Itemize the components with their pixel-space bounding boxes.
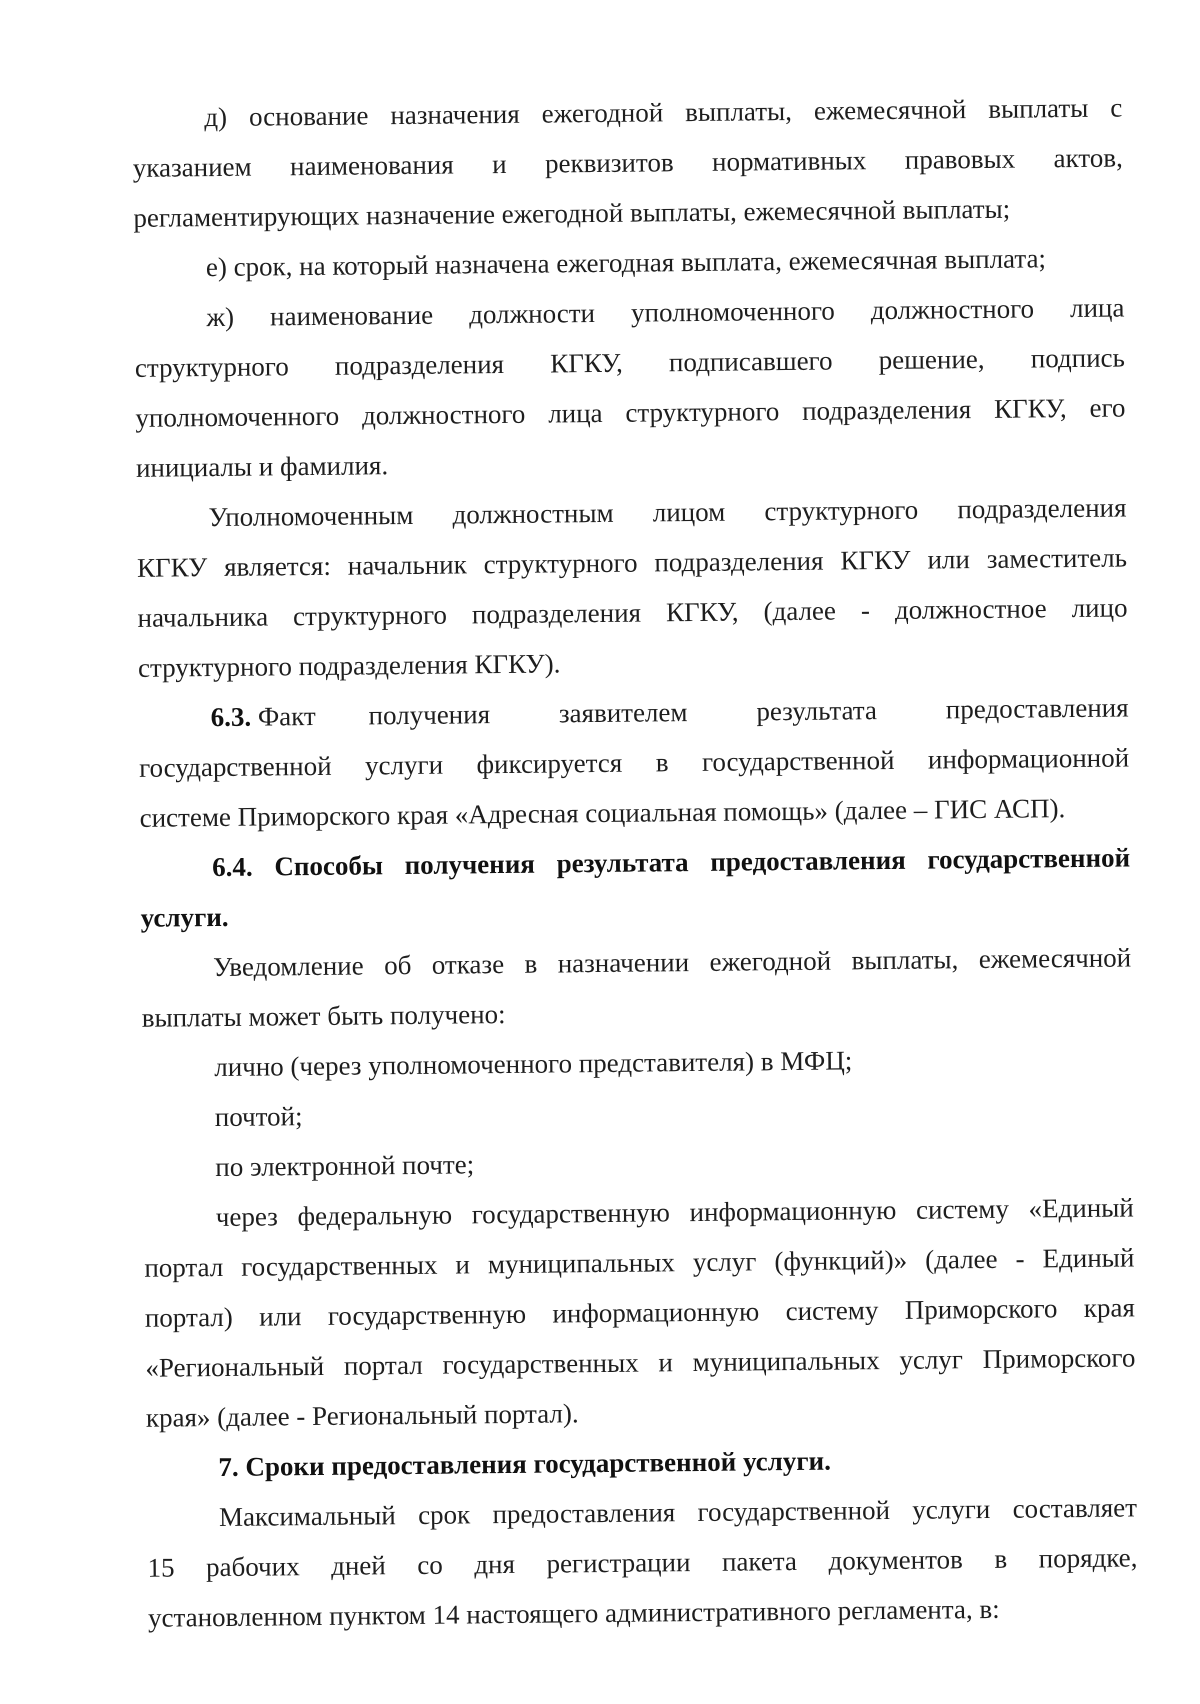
text-line: КГКУ является: начальник структурного подразделения КГКУ или заместитель — [136, 542, 1128, 583]
text-line: е) срок, на который назначена ежегодная выплата, ежемесячная выплата; — [205, 243, 1047, 283]
item-lead-word: Факт — [257, 700, 316, 732]
text-line: «Региональный портал государственных и муниципальных услуг Приморского — [145, 1342, 1136, 1383]
text-line: начальника структурного подразделения КГКУ, (далее - должностное лицо — [137, 592, 1128, 633]
text-line: д) основание назначения ежегодной выплаты, ежемесячной выплаты с — [204, 92, 1123, 133]
text-line: Максимальный срок предоставления государственной услуги составляет — [218, 1492, 1138, 1533]
list-item: лично (через уполномоченного представителя) в МФЦ; — [214, 1045, 853, 1083]
section-heading-continued: услуги. — [140, 901, 229, 933]
text-line: уполномоченного должностного лица структурного подразделения КГКУ, его — [135, 392, 1126, 433]
text-line: указанием наименования и реквизитов нормативных правовых актов, — [132, 142, 1123, 183]
item-number: 6.3. — [210, 701, 252, 733]
text-line: Уполномоченным должностным лицом структурного подразделения — [208, 492, 1127, 533]
text-line: структурного подразделения КГКУ, подписавшего решение, подпись — [134, 342, 1126, 383]
section-heading: 6.4. Способы получения результата предоставления государственной — [212, 842, 1131, 883]
text-line: регламентирующих назначение ежегодной выплаты, ежемесячной выплаты; — [133, 193, 1011, 233]
text-line: края» (далее - Региональный портал). — [145, 1398, 579, 1433]
text-line: 15 рабочих дней со дня регистрации пакета документов в порядке, — [147, 1542, 1138, 1583]
item-6-3-lead — [210, 700, 316, 733]
list-item: через федеральную государственную информационную систему «Единый — [215, 1192, 1134, 1233]
text-line: Уведомление об отказе в назначении ежегодной выплаты, ежемесячной — [213, 942, 1132, 983]
text-line: инициалы и фамилия. — [135, 450, 389, 483]
text-line: системе Приморского края «Адресная социальная помощь» (далее – ГИС АСП). — [139, 793, 1066, 833]
list-item: по электронной почте; — [215, 1149, 475, 1183]
text-line: структурного подразделения КГКУ). — [137, 648, 561, 683]
list-item: почтой; — [214, 1101, 303, 1133]
text-line: портал государственных и муниципальных услуг (функций)» (далее - Единый — [144, 1242, 1135, 1283]
text-line: ж) наименование должности уполномоченного должностного лица — [206, 292, 1125, 333]
text-line: получения заявителем результата предоставления — [368, 692, 1129, 731]
text-line: государственной услуги фиксируется в государственной информационной — [138, 742, 1130, 783]
text-line: установленном пунктом 14 настоящего административного регламента, в: — [147, 1593, 1000, 1633]
section-heading: 7. Сроки предоставления государственной услуги. — [218, 1445, 832, 1483]
text-line: выплаты может быть получено: — [141, 998, 506, 1033]
text-line: портал) или государственную информационную систему Приморского края — [144, 1292, 1135, 1333]
